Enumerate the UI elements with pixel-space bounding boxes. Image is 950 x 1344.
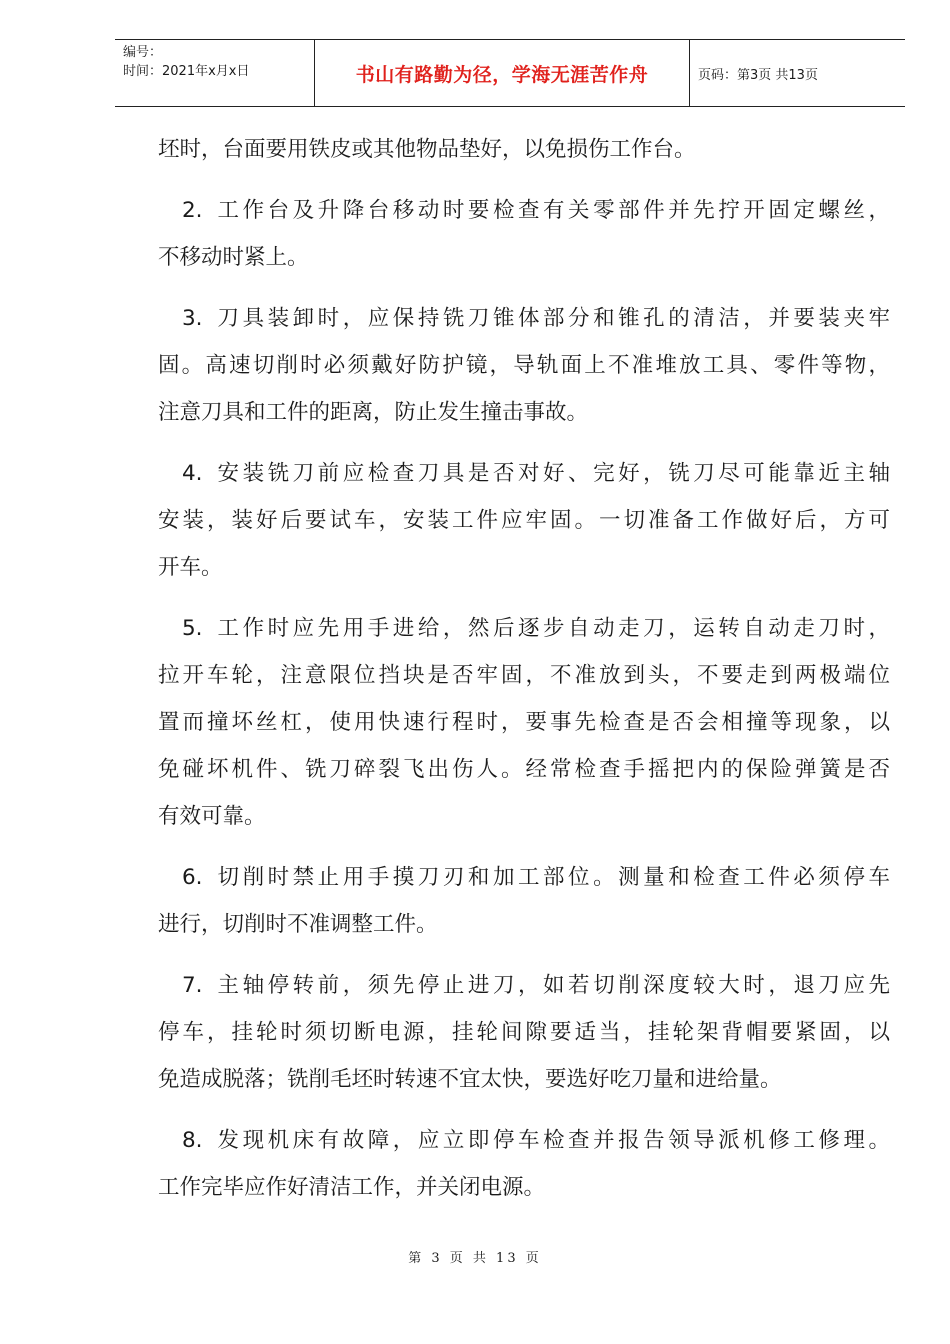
- paragraph-line: [158, 1056, 890, 1103]
- header-page-cell: [690, 40, 905, 106]
- item-number: 3.: [182, 306, 203, 331]
- paragraph-text: 发现机床有故障，应立即停车检查并报告领导派机修工修理。: [214, 1128, 890, 1153]
- page-header: [115, 39, 905, 107]
- paragraph-line: [158, 746, 890, 793]
- paragraph-line: [158, 544, 890, 591]
- paragraph-text: 主轴停转前，须先停止进刀，如若切削深度较大时，退刀应先: [214, 973, 890, 998]
- paragraph-line: [158, 652, 890, 699]
- header-motto: 书山有路勤为径，学海无涯苦作舟: [355, 63, 649, 86]
- header-number-label: 编号：: [123, 45, 163, 60]
- item-number: 8.: [182, 1128, 203, 1153]
- paragraph-text: 停车，挂轮时须切断电源，挂轮间隙要适当，挂轮架背帽要紧固，以: [158, 1020, 890, 1045]
- paragraph-line: [158, 234, 890, 281]
- paragraph-text: 坯时，台面要用铁皮或其他物品垫好，以免损伤工作台。: [158, 137, 696, 162]
- paragraph-text: 注意刀具和工件的距离，防止发生撞击事故。: [158, 400, 589, 425]
- paragraph-line: [158, 450, 890, 497]
- paragraph-text: 安装，装好后要试车，安装工件应牢固。一切准备工作做好后，方可: [158, 508, 890, 533]
- paragraph-line: [158, 854, 890, 901]
- document-body: [158, 126, 890, 1211]
- paragraph-text: 安装铣刀前应检查刀具是否对好、完好，铣刀尽可能靠近主轴: [214, 461, 890, 486]
- header-meta-cell: [115, 40, 315, 106]
- paragraph-line: [158, 1009, 890, 1056]
- item-number: 6.: [182, 865, 203, 890]
- paragraph-line: [158, 295, 890, 342]
- page-footer: 第 3 页 共 13 页: [408, 1251, 542, 1266]
- paragraph-line: [158, 389, 890, 436]
- paragraph-line: [158, 1164, 890, 1211]
- header-time-label: 时间：2021年x月x日: [123, 64, 250, 79]
- paragraph-line: [158, 962, 890, 1009]
- item-number: 7.: [182, 973, 203, 998]
- header-page-label: 页码：第3页 共13页: [698, 67, 818, 83]
- paragraph-line: [158, 699, 890, 746]
- paragraph-text: 固。高速切削时必须戴好防护镜，导轨面上不准堆放工具、零件等物，: [158, 353, 890, 378]
- paragraph-text: 有效可靠。: [158, 804, 266, 829]
- paragraph-text: 进行，切削时不准调整工件。: [158, 912, 438, 937]
- item-number: 4.: [182, 461, 203, 486]
- paragraph-text: 置而撞坏丝杠，使用快速行程时，要事先检查是否会相撞等现象，以: [158, 710, 890, 735]
- item-number: 5.: [182, 616, 203, 641]
- paragraph-line: [158, 793, 890, 840]
- paragraph-line: [158, 605, 890, 652]
- paragraph-line: [158, 497, 890, 544]
- paragraph-text: 开车。: [158, 555, 223, 580]
- paragraph-line: [158, 901, 890, 948]
- paragraph-text: 免碰坏机件、铣刀碎裂飞出伤人。经常检查手摇把内的保险弹簧是否: [158, 757, 890, 782]
- paragraph-line: [158, 187, 890, 234]
- paragraph-line: [158, 1117, 890, 1164]
- paragraph-line: [158, 342, 890, 389]
- item-number: 2.: [182, 198, 203, 223]
- paragraph-text: 刀具装卸时，应保持铣刀锥体部分和锥孔的清洁，并要装夹牢: [214, 306, 890, 331]
- paragraph-text: 切削时禁止用手摸刀刃和加工部位。测量和检查工件必须停车: [214, 865, 890, 890]
- paragraph-text: 拉开车轮，注意限位挡块是否牢固，不准放到头，不要走到两极端位: [158, 663, 890, 688]
- header-motto-cell: [315, 40, 690, 106]
- paragraph-text: 免造成脱落；铣削毛坯时转速不宜太快，要选好吃刀量和进给量。: [158, 1067, 782, 1092]
- paragraph-text: 工作时应先用手进给，然后逐步自动走刀，运转自动走刀时，: [214, 616, 890, 641]
- paragraph-text: 工作台及升降台移动时要检查有关零部件并先拧开固定螺丝，: [214, 198, 890, 223]
- paragraph-text: 不移动时紧上。: [158, 245, 309, 270]
- paragraph-line: [158, 126, 890, 173]
- paragraph-text: 工作完毕应作好清洁工作，并关闭电源。: [158, 1175, 546, 1200]
